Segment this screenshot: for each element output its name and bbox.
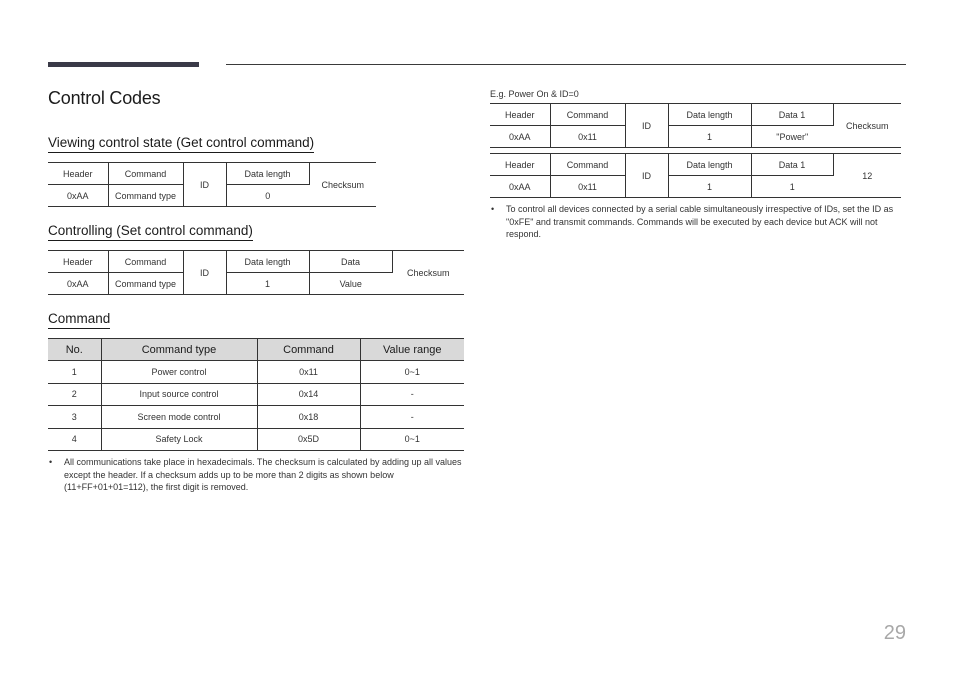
page-number: 29 — [883, 622, 906, 644]
left-column — [48, 88, 466, 494]
table-cell: Command — [108, 163, 183, 185]
right-column — [490, 89, 905, 241]
get-section-heading: Viewing control state (Get control command) — [48, 135, 314, 153]
table-cell: Data length — [226, 163, 309, 185]
example-caption: E.g. Power On & ID=0 — [490, 89, 579, 99]
table-cell: Checksum — [309, 163, 376, 207]
column-header: Command type — [101, 339, 257, 361]
set-command-table — [48, 250, 464, 295]
table-cell: 1 — [48, 361, 101, 384]
table-cell: 0x11 — [257, 361, 360, 384]
table-cell: Header — [48, 251, 108, 273]
table-row — [48, 383, 464, 406]
table-cell: Command — [550, 104, 625, 126]
table-cell: Screen mode control — [101, 406, 257, 429]
table-cell: 4 — [48, 428, 101, 451]
set-section-heading: Controlling (Set control command) — [48, 223, 253, 241]
checksum-note — [48, 456, 466, 494]
column-header: No. — [48, 339, 101, 361]
table-cell: Data length — [226, 251, 309, 273]
page-title: Control Codes — [48, 88, 161, 108]
table-cell: Data 1 — [751, 154, 833, 176]
example-table-1 — [490, 103, 901, 148]
table-cell: ID — [183, 251, 226, 295]
table-cell: Header — [48, 163, 108, 185]
table-cell: Checksum — [392, 251, 464, 295]
table-cell: Value — [339, 278, 362, 289]
table-cell: 0xAA — [490, 176, 550, 198]
table-cell: Command — [550, 154, 625, 176]
broadcast-note — [490, 203, 905, 241]
table-cell: - — [360, 406, 464, 429]
get-command-table — [48, 162, 376, 207]
example-table-2 — [490, 153, 901, 198]
command-section — [48, 310, 466, 494]
table-row — [48, 361, 464, 384]
table-cell: 0x11 — [550, 176, 625, 198]
bullet-icon: • — [491, 204, 495, 214]
table-cell: 2 — [48, 383, 101, 406]
checksum-note-text: All communications take place in hexadecimals. The checksum is calculated by adding up all values except the header. If a checksum adds up to be more than 2 digits as shown below (11+FF+01+01=112), the first digit is removed. — [64, 457, 462, 492]
get-section — [48, 134, 466, 207]
table-cell: 1 — [668, 176, 751, 198]
table-cell: "Power" — [776, 131, 809, 142]
table-cell: Command — [108, 251, 183, 273]
bullet-icon: • — [49, 457, 53, 467]
table-cell: ID — [625, 104, 668, 148]
table-cell: 12 — [833, 154, 901, 198]
table-cell: 0xAA — [48, 273, 108, 295]
table-cell: Power control — [101, 361, 257, 384]
table-cell: Header — [490, 104, 550, 126]
table-cell: 0x11 — [550, 126, 625, 148]
table-cell: 0xAA — [490, 126, 550, 148]
table-cell: 3 — [48, 406, 101, 429]
column-header: Command — [257, 339, 360, 361]
table-cell: 0x14 — [257, 383, 360, 406]
table-cell: 0~1 — [360, 361, 464, 384]
table-cell: - — [360, 383, 464, 406]
table-cell: Header — [490, 154, 550, 176]
table-cell: Safety Lock — [101, 428, 257, 451]
table-cell: 0 — [265, 190, 271, 201]
broadcast-note-text: To control all devices connected by a serial cable simultaneously irrespective of IDs, set the ID as "0xFE" and transmit commands. Commands will be executed by each device but ACK will not respond. — [506, 204, 894, 239]
table-cell: Checksum — [833, 104, 901, 148]
column-header: Value range — [360, 339, 464, 361]
table-cell: Data — [309, 251, 392, 273]
table-cell: 1 — [789, 181, 795, 192]
table-cell: ID — [183, 163, 226, 207]
header-rule — [226, 64, 906, 65]
table-cell: ID — [625, 154, 668, 198]
command-section-heading: Command — [48, 311, 110, 329]
table-cell: 0~1 — [360, 428, 464, 451]
set-section — [48, 222, 466, 295]
table-cell: 0x18 — [257, 406, 360, 429]
table-cell: Data length — [668, 104, 751, 126]
table-cell: Command type — [108, 185, 183, 207]
table-row — [48, 406, 464, 429]
table-cell: 1 — [668, 126, 751, 148]
table-cell: Input source control — [101, 383, 257, 406]
table-cell: 1 — [226, 273, 309, 295]
table-row — [48, 428, 464, 451]
command-table — [48, 338, 464, 451]
table-cell: Command type — [108, 273, 183, 295]
table-cell: 0x5D — [257, 428, 360, 451]
table-cell: Data 1 — [751, 104, 833, 126]
table-cell: Data length — [668, 154, 751, 176]
header-accent-bar — [48, 62, 199, 67]
table-cell: 0xAA — [48, 185, 108, 207]
